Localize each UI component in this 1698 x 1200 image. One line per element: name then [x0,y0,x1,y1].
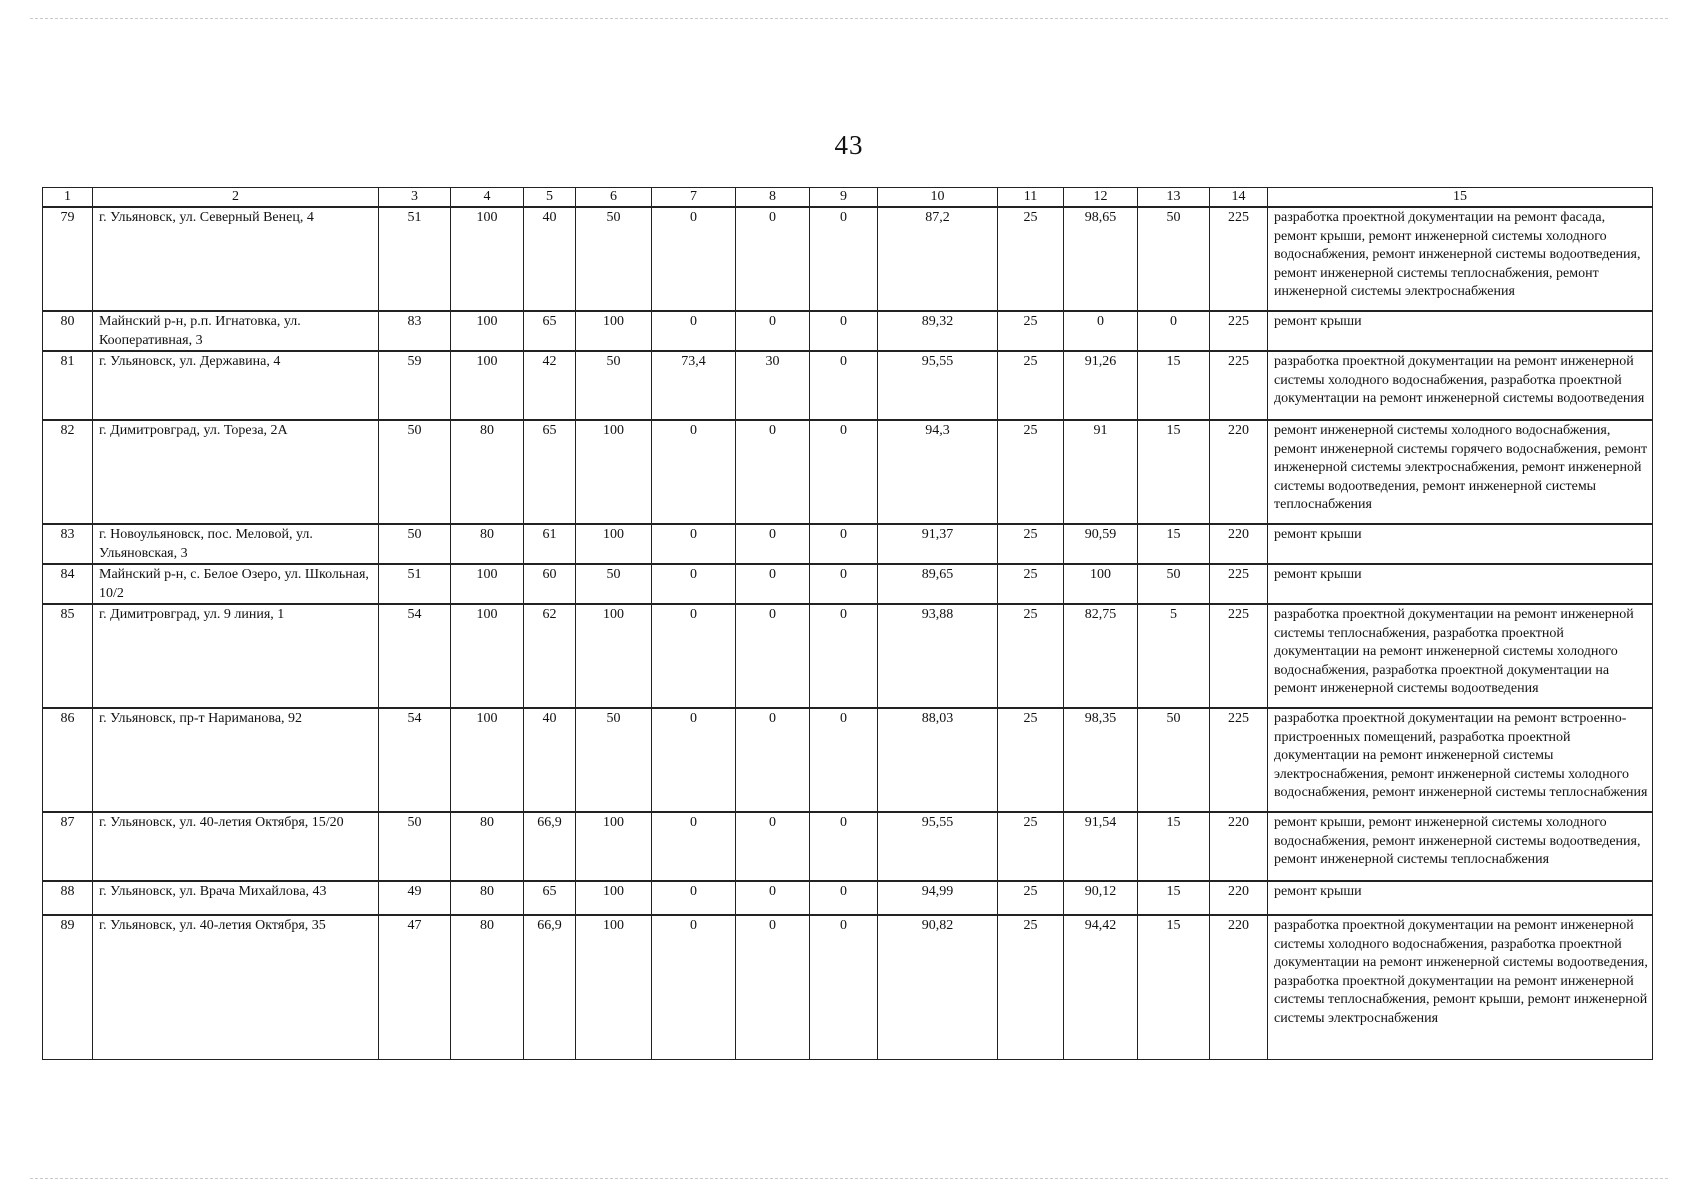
value-cell-7: 0 [652,564,736,604]
address-cell: г. Ульяновск, ул. Державина, 4 [93,351,379,420]
value-cell-7: 0 [652,207,736,311]
value-cell-12: 0 [1064,311,1138,351]
value-cell-8: 0 [736,207,810,311]
value-cell-10: 87,2 [878,207,998,311]
value-cell-8: 0 [736,881,810,915]
value-cell-5: 65 [524,881,576,915]
address-cell: г. Ульяновск, ул. Врача Михайлова, 43 [93,881,379,915]
value-cell-14: 225 [1210,311,1268,351]
value-cell-4: 100 [451,351,524,420]
works-cell: ремонт крыши [1268,564,1653,604]
value-cell-14: 220 [1210,812,1268,881]
value-cell-13: 15 [1138,420,1210,524]
value-cell-6: 100 [576,311,652,351]
value-cell-12: 91,26 [1064,351,1138,420]
value-cell-7: 0 [652,311,736,351]
value-cell-3: 51 [379,207,451,311]
value-cell-7: 0 [652,708,736,812]
value-cell-9: 0 [810,207,878,311]
value-cell-5: 66,9 [524,915,576,1059]
value-cell-14: 225 [1210,604,1268,708]
scan-edge-top [30,18,1668,19]
value-cell-10: 91,37 [878,524,998,564]
value-cell-14: 220 [1210,420,1268,524]
value-cell-5: 65 [524,420,576,524]
value-cell-14: 225 [1210,207,1268,311]
value-cell-4: 100 [451,604,524,708]
value-cell-10: 94,99 [878,881,998,915]
scan-edge-bottom [30,1178,1668,1179]
value-cell-14: 220 [1210,915,1268,1059]
works-cell: ремонт крыши [1268,881,1653,915]
row-number-cell: 86 [43,708,93,812]
value-cell-13: 5 [1138,604,1210,708]
value-cell-7: 0 [652,604,736,708]
value-cell-13: 15 [1138,915,1210,1059]
table-row [43,812,1653,881]
value-cell-6: 100 [576,604,652,708]
value-cell-3: 83 [379,311,451,351]
column-header-9: 9 [810,188,878,208]
value-cell-11: 25 [998,524,1064,564]
column-header-7: 7 [652,188,736,208]
table-row [43,915,1653,1059]
value-cell-10: 90,82 [878,915,998,1059]
address-cell: г. Ульяновск, пр-т Нариманова, 92 [93,708,379,812]
column-header-8: 8 [736,188,810,208]
value-cell-4: 100 [451,311,524,351]
value-cell-4: 80 [451,524,524,564]
column-header-1: 1 [43,188,93,208]
works-cell: разработка проектной документации на ремонт инженерной системы теплоснабжения, разработка проектной документации на ремонт инженерной системы холодного водоснабжения, разработка проектной документации на ремонт инженерной системы водоотведения [1268,604,1653,708]
table-row [43,524,1653,564]
address-cell: г. Ульяновск, ул. 40-летия Октября, 35 [93,915,379,1059]
value-cell-11: 25 [998,351,1064,420]
table-row [43,420,1653,524]
value-cell-9: 0 [810,881,878,915]
value-cell-10: 95,55 [878,812,998,881]
value-cell-14: 225 [1210,708,1268,812]
value-cell-13: 50 [1138,708,1210,812]
value-cell-11: 25 [998,915,1064,1059]
repair-program-table [42,187,1653,1060]
works-cell: ремонт инженерной системы холодного водоснабжения, ремонт инженерной системы горячего водоснабжения, ремонт инженерной системы электроснабжения, ремонт инженерной системы водоотведения, ремонт инженерной системы теплоснабжения [1268,420,1653,524]
value-cell-6: 100 [576,881,652,915]
address-cell: Майнский р-н, р.п. Игнатовка, ул. Кооперативная, 3 [93,311,379,351]
value-cell-5: 65 [524,311,576,351]
table-row [43,708,1653,812]
value-cell-4: 80 [451,881,524,915]
value-cell-9: 0 [810,351,878,420]
address-cell: г. Димитровград, ул. Тореза, 2А [93,420,379,524]
row-number-cell: 84 [43,564,93,604]
value-cell-4: 80 [451,420,524,524]
column-header-12: 12 [1064,188,1138,208]
address-cell: г. Ульяновск, ул. Северный Венец, 4 [93,207,379,311]
value-cell-13: 15 [1138,812,1210,881]
value-cell-8: 0 [736,915,810,1059]
value-cell-14: 225 [1210,564,1268,604]
value-cell-12: 94,42 [1064,915,1138,1059]
works-cell: разработка проектной документации на ремонт инженерной системы холодного водоснабжения, разработка проектной документации на ремонт инженерной системы водоотведения [1268,351,1653,420]
value-cell-12: 100 [1064,564,1138,604]
works-cell: ремонт крыши, ремонт инженерной системы холодного водоснабжения, ремонт инженерной системы водоотведения, ремонт инженерной системы теплоснабжения [1268,812,1653,881]
value-cell-4: 100 [451,564,524,604]
row-number-cell: 82 [43,420,93,524]
column-header-6: 6 [576,188,652,208]
value-cell-10: 89,65 [878,564,998,604]
value-cell-11: 25 [998,708,1064,812]
column-header-4: 4 [451,188,524,208]
value-cell-12: 98,35 [1064,708,1138,812]
value-cell-9: 0 [810,564,878,604]
column-header-11: 11 [998,188,1064,208]
value-cell-12: 82,75 [1064,604,1138,708]
row-number-cell: 79 [43,207,93,311]
value-cell-7: 0 [652,881,736,915]
value-cell-3: 49 [379,881,451,915]
value-cell-11: 25 [998,564,1064,604]
value-cell-11: 25 [998,207,1064,311]
table-body [43,207,1653,1059]
value-cell-3: 51 [379,564,451,604]
value-cell-13: 50 [1138,564,1210,604]
value-cell-8: 0 [736,604,810,708]
column-header-15: 15 [1268,188,1653,208]
value-cell-4: 100 [451,207,524,311]
works-cell: разработка проектной документации на ремонт фасада, ремонт крыши, ремонт инженерной системы холодного водоснабжения, ремонт инженерной системы водоотведения, ремонт инженерной системы теплоснабжения, ремонт инженерной системы электроснабжения [1268,207,1653,311]
table-row [43,881,1653,915]
value-cell-6: 50 [576,351,652,420]
works-cell: разработка проектной документации на ремонт встроенно-пристроенных помещений, разработка проектной документации на ремонт инженерной системы электроснабжения, ремонт инженерной системы холодного водоснабжения, ремонт инженерной системы теплоснабжения [1268,708,1653,812]
value-cell-3: 50 [379,420,451,524]
row-number-cell: 87 [43,812,93,881]
column-number-row [43,188,1653,208]
value-cell-10: 95,55 [878,351,998,420]
column-header-3: 3 [379,188,451,208]
column-header-13: 13 [1138,188,1210,208]
value-cell-12: 98,65 [1064,207,1138,311]
value-cell-7: 73,4 [652,351,736,420]
value-cell-8: 0 [736,420,810,524]
value-cell-4: 100 [451,708,524,812]
value-cell-7: 0 [652,524,736,564]
value-cell-14: 220 [1210,881,1268,915]
value-cell-9: 0 [810,524,878,564]
address-cell: Майнский р-н, с. Белое Озеро, ул. Школьная, 10/2 [93,564,379,604]
value-cell-10: 89,32 [878,311,998,351]
value-cell-12: 91,54 [1064,812,1138,881]
value-cell-8: 0 [736,311,810,351]
value-cell-8: 0 [736,812,810,881]
table-row [43,207,1653,311]
value-cell-6: 50 [576,207,652,311]
value-cell-11: 25 [998,881,1064,915]
column-header-10: 10 [878,188,998,208]
value-cell-6: 50 [576,708,652,812]
value-cell-6: 100 [576,915,652,1059]
row-number-cell: 85 [43,604,93,708]
value-cell-12: 90,12 [1064,881,1138,915]
value-cell-12: 91 [1064,420,1138,524]
row-number-cell: 80 [43,311,93,351]
value-cell-10: 94,3 [878,420,998,524]
address-cell: г. Димитровград, ул. 9 линия, 1 [93,604,379,708]
value-cell-12: 90,59 [1064,524,1138,564]
works-cell: ремонт крыши [1268,524,1653,564]
value-cell-9: 0 [810,604,878,708]
row-number-cell: 83 [43,524,93,564]
value-cell-3: 50 [379,524,451,564]
value-cell-11: 25 [998,311,1064,351]
value-cell-6: 100 [576,524,652,564]
value-cell-8: 30 [736,351,810,420]
value-cell-3: 54 [379,604,451,708]
table-row [43,311,1653,351]
value-cell-13: 15 [1138,351,1210,420]
value-cell-5: 62 [524,604,576,708]
value-cell-3: 50 [379,812,451,881]
value-cell-13: 0 [1138,311,1210,351]
value-cell-5: 61 [524,524,576,564]
value-cell-11: 25 [998,420,1064,524]
value-cell-10: 93,88 [878,604,998,708]
row-number-cell: 89 [43,915,93,1059]
row-number-cell: 81 [43,351,93,420]
value-cell-7: 0 [652,812,736,881]
value-cell-5: 66,9 [524,812,576,881]
works-cell: разработка проектной документации на ремонт инженерной системы холодного водоснабжения, разработка проектной документации на ремонт инженерной системы водоотведения, разработка проектной документации на ремонт инженерной системы теплоснабжения, ремонт крыши, ремонт инженерной системы электроснабжения [1268,915,1653,1059]
address-cell: г. Ульяновск, ул. 40-летия Октября, 15/20 [93,812,379,881]
value-cell-14: 220 [1210,524,1268,564]
value-cell-3: 59 [379,351,451,420]
value-cell-5: 42 [524,351,576,420]
row-number-cell: 88 [43,881,93,915]
column-header-2: 2 [93,188,379,208]
table-row [43,351,1653,420]
address-cell: г. Новоульяновск, пос. Меловой, ул. Ульяновская, 3 [93,524,379,564]
works-cell: ремонт крыши [1268,311,1653,351]
column-header-5: 5 [524,188,576,208]
value-cell-3: 47 [379,915,451,1059]
value-cell-11: 25 [998,604,1064,708]
value-cell-13: 15 [1138,881,1210,915]
value-cell-11: 25 [998,812,1064,881]
column-header-14: 14 [1210,188,1268,208]
value-cell-9: 0 [810,812,878,881]
value-cell-9: 0 [810,420,878,524]
value-cell-4: 80 [451,915,524,1059]
value-cell-6: 100 [576,812,652,881]
value-cell-5: 40 [524,708,576,812]
value-cell-7: 0 [652,915,736,1059]
table-row [43,604,1653,708]
page-number: 43 [834,130,864,160]
value-cell-6: 100 [576,420,652,524]
value-cell-10: 88,03 [878,708,998,812]
value-cell-8: 0 [736,708,810,812]
value-cell-5: 40 [524,207,576,311]
value-cell-7: 0 [652,420,736,524]
value-cell-4: 80 [451,812,524,881]
value-cell-6: 50 [576,564,652,604]
value-cell-9: 0 [810,311,878,351]
value-cell-14: 225 [1210,351,1268,420]
value-cell-3: 54 [379,708,451,812]
value-cell-13: 50 [1138,207,1210,311]
value-cell-8: 0 [736,564,810,604]
value-cell-5: 60 [524,564,576,604]
value-cell-9: 0 [810,915,878,1059]
value-cell-9: 0 [810,708,878,812]
table-row [43,564,1653,604]
value-cell-8: 0 [736,524,810,564]
value-cell-13: 15 [1138,524,1210,564]
